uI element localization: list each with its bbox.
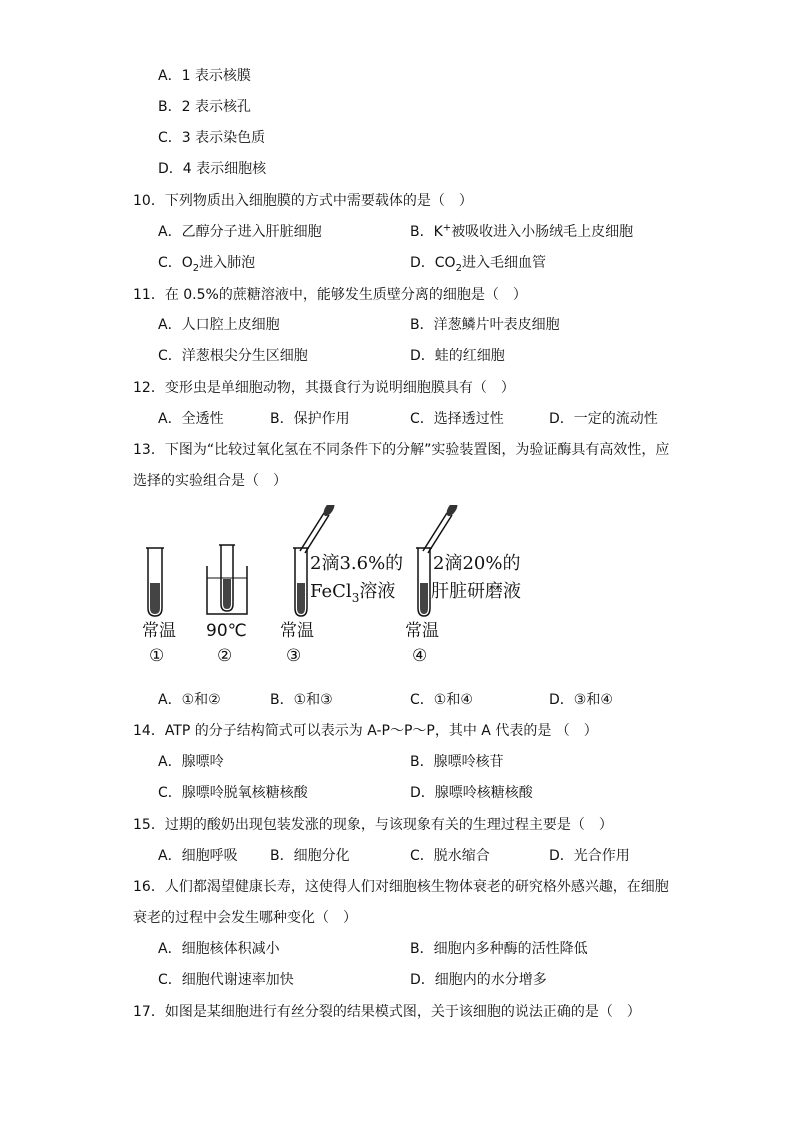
q15-stem: 15．过期的酸奶出现包装发涨的现象，与该现象有关的生理过程主要是（ ）: [133, 817, 613, 833]
q10-option-c: C．$O_2$进入肺泡: [158, 255, 256, 274]
q15-option-d: D．光合作用: [549, 848, 630, 864]
q13-option-a: A．①和②: [158, 692, 221, 708]
q16-option-a: A．细胞核体积减小: [158, 941, 280, 957]
test-tube-3: [293, 548, 309, 616]
q10-stem: 10．下列物质出入细胞膜的方式中需要载体的是（ ）: [133, 193, 473, 209]
tube3-number: ③: [286, 646, 302, 666]
q11-option-c: C．洋葱根尖分生区细胞: [158, 348, 308, 364]
tube3-reagent-line1: 2滴3.6%的: [310, 553, 404, 574]
tube4-reagent-line1: 2滴20%的: [433, 553, 521, 574]
q15-option-a: A．细胞呼吸: [158, 848, 238, 864]
q12-stem: 12．变形虫是单细胞动物，其摄食行为说明细胞膜具有（ ）: [133, 380, 515, 396]
test-tube-1: [146, 548, 164, 616]
q13-option-b: B．①和③: [270, 692, 333, 708]
q10-option-a: A．乙醇分子进入肝脏细胞: [158, 224, 322, 240]
q9-option-c: C．3 表示染色质: [158, 130, 266, 146]
q11-option-b: B．洋葱鳞片叶表皮细胞: [410, 317, 560, 333]
q16-stem-line1: 16．人们都渴望健康长寿，这使得人们对细胞核生物体衰老的研究格外感兴趣，在细胞: [133, 879, 669, 895]
q11-option-a: A．人口腔上皮细胞: [158, 317, 280, 333]
tube4-number: ④: [412, 646, 428, 666]
q14-stem: 14．ATP 的分子结构简式可以表示为 A-P～P～P，其中 A 代表的是 （ ）: [133, 723, 598, 739]
q13-stem-line1: 13．下图为“比较过氧化氢在不同条件下的分解”实验装置图，为验证酶具有高效性，应: [133, 442, 670, 458]
q11-option-d: D．蛙的红细胞: [410, 348, 505, 364]
q13-option-d: D．③和④: [549, 692, 613, 708]
q16-option-b: B．细胞内多种酶的活性降低: [410, 941, 588, 957]
tube2-number: ②: [217, 646, 233, 666]
q14-option-d: D．腺嘌呤核糖核酸: [410, 785, 533, 801]
q11-stem: 11．在 0.5%的蔗糖溶液中，能够发生质壁分离的细胞是（ ）: [133, 287, 527, 303]
q13-stem-line2: 选择的实验组合是（ ）: [133, 473, 287, 489]
q12-option-a: A．全透性: [158, 411, 224, 427]
tube4-reagent-line2: 肝脏研磨液: [431, 581, 521, 602]
tube3-temperature-label: 常温: [280, 621, 314, 641]
q17-stem: 17．如图是某细胞进行有丝分裂的结果模式图，关于该细胞的说法正确的是（ ）: [133, 1004, 641, 1020]
q12-option-c: C．选择透过性: [410, 411, 504, 427]
q12-option-d: D．一定的流动性: [549, 411, 658, 427]
q14-option-a: A．腺嘌呤: [158, 754, 224, 770]
q9-option-a: A．1 表示核膜: [158, 68, 251, 84]
q10-option-b: B．K+被吸收进入小肠绒毛上皮细胞: [410, 222, 634, 240]
q15-option-b: B．细胞分化: [270, 848, 350, 864]
q16-option-c: C．细胞代谢速率加快: [158, 972, 294, 988]
q9-option-b: B．2 表示核孔: [158, 99, 251, 115]
q14-option-b: B．腺嘌呤核苷: [410, 754, 504, 770]
q15-option-c: C．脱水缩合: [410, 848, 490, 864]
q10-option-d: D．$CO_2$进入毛细血管: [410, 255, 546, 274]
test-tube-figure: [140, 505, 540, 675]
q13-option-c: C．①和④: [410, 692, 473, 708]
tube2-temperature-label: 90℃: [206, 621, 247, 641]
dropper-3: [300, 505, 337, 553]
tube3-reagent-line2: FeCl$_3$溶液: [310, 581, 396, 605]
tube4-temperature-label: 常温: [405, 621, 439, 641]
q9-option-d: D．4 表示细胞核: [158, 161, 267, 177]
q12-option-b: B．保护作用: [270, 411, 350, 427]
q16-option-d: D．细胞内的水分增多: [410, 972, 547, 988]
test-tube-4: [416, 548, 432, 616]
q16-stem-line2: 衰老的过程中会发生哪种变化（ ）: [133, 910, 357, 926]
tube1-temperature-label: 常温: [142, 621, 176, 641]
q14-option-c: C．腺嘌呤脱氧核糖核酸: [158, 785, 308, 801]
tube1-number: ①: [149, 646, 165, 666]
dropper-4: [423, 505, 460, 553]
